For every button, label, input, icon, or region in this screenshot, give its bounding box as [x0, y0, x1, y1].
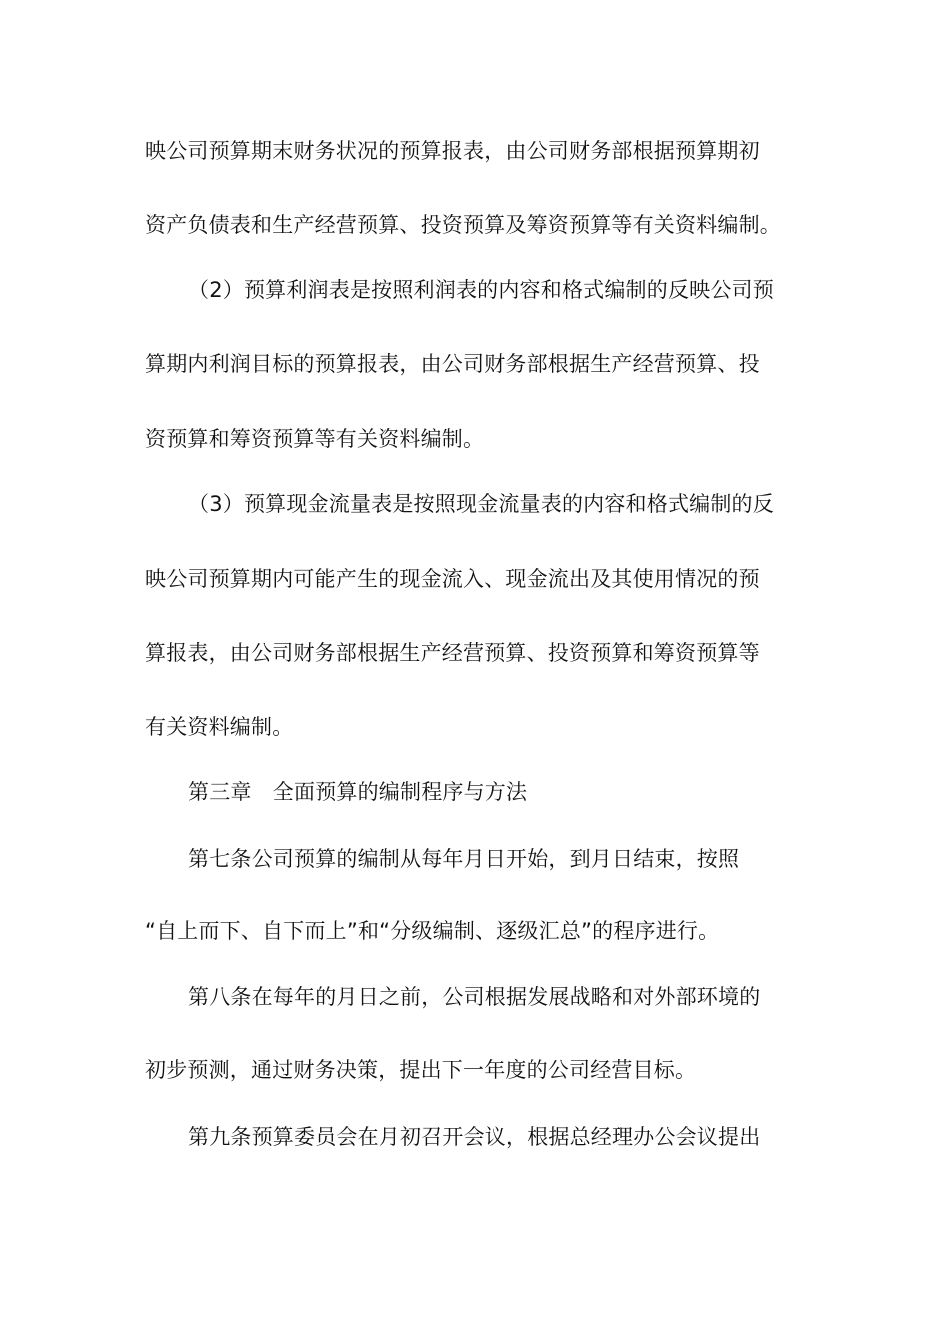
- text-line-13: 第八条在每年的月日之前，公司根据发展战略和对外部环境的: [188, 985, 761, 1009]
- text-line-11: 第七条公司预算的编制从每年月日开始，到月日结束，按照: [188, 847, 740, 871]
- text-line-9: 有关资料编制。: [145, 715, 294, 739]
- text-line-1: 映公司预算期末财务状况的预算报表，由公司财务部根据预算期初: [145, 139, 760, 163]
- text-line-15: 第九条预算委员会在月初召开会议，根据总经理办公会议提出: [188, 1125, 761, 1149]
- text-line-4: 算期内利润目标的预算报表，由公司财务部根据生产经营预算、投: [145, 352, 760, 376]
- text-line-12: “自上而下、自下而上”和“分级编制、逐级汇总”的程序进行。: [145, 919, 720, 943]
- text-line-3: （2）预算利润表是按照利润表的内容和格式编制的反映公司预: [188, 278, 774, 302]
- text-line-14: 初步预测，通过财务决策，提出下一年度的公司经营目标。: [145, 1058, 697, 1082]
- text-line-2: 资产负债表和生产经营预算、投资预算及筹资预算等有关资料编制。: [145, 213, 781, 237]
- text-line-8: 算报表，由公司财务部根据生产经营预算、投资预算和筹资预算等: [145, 641, 760, 665]
- text-line-5: 资预算和筹资预算等有关资料编制。: [145, 427, 485, 451]
- chapter-heading: 第三章 全面预算的编制程序与方法: [188, 780, 528, 804]
- text-line-6: （3）预算现金流量表是按照现金流量表的内容和格式编制的反: [188, 492, 774, 516]
- text-line-7: 映公司预算期内可能产生的现金流入、现金流出及其使用情况的预: [145, 567, 760, 591]
